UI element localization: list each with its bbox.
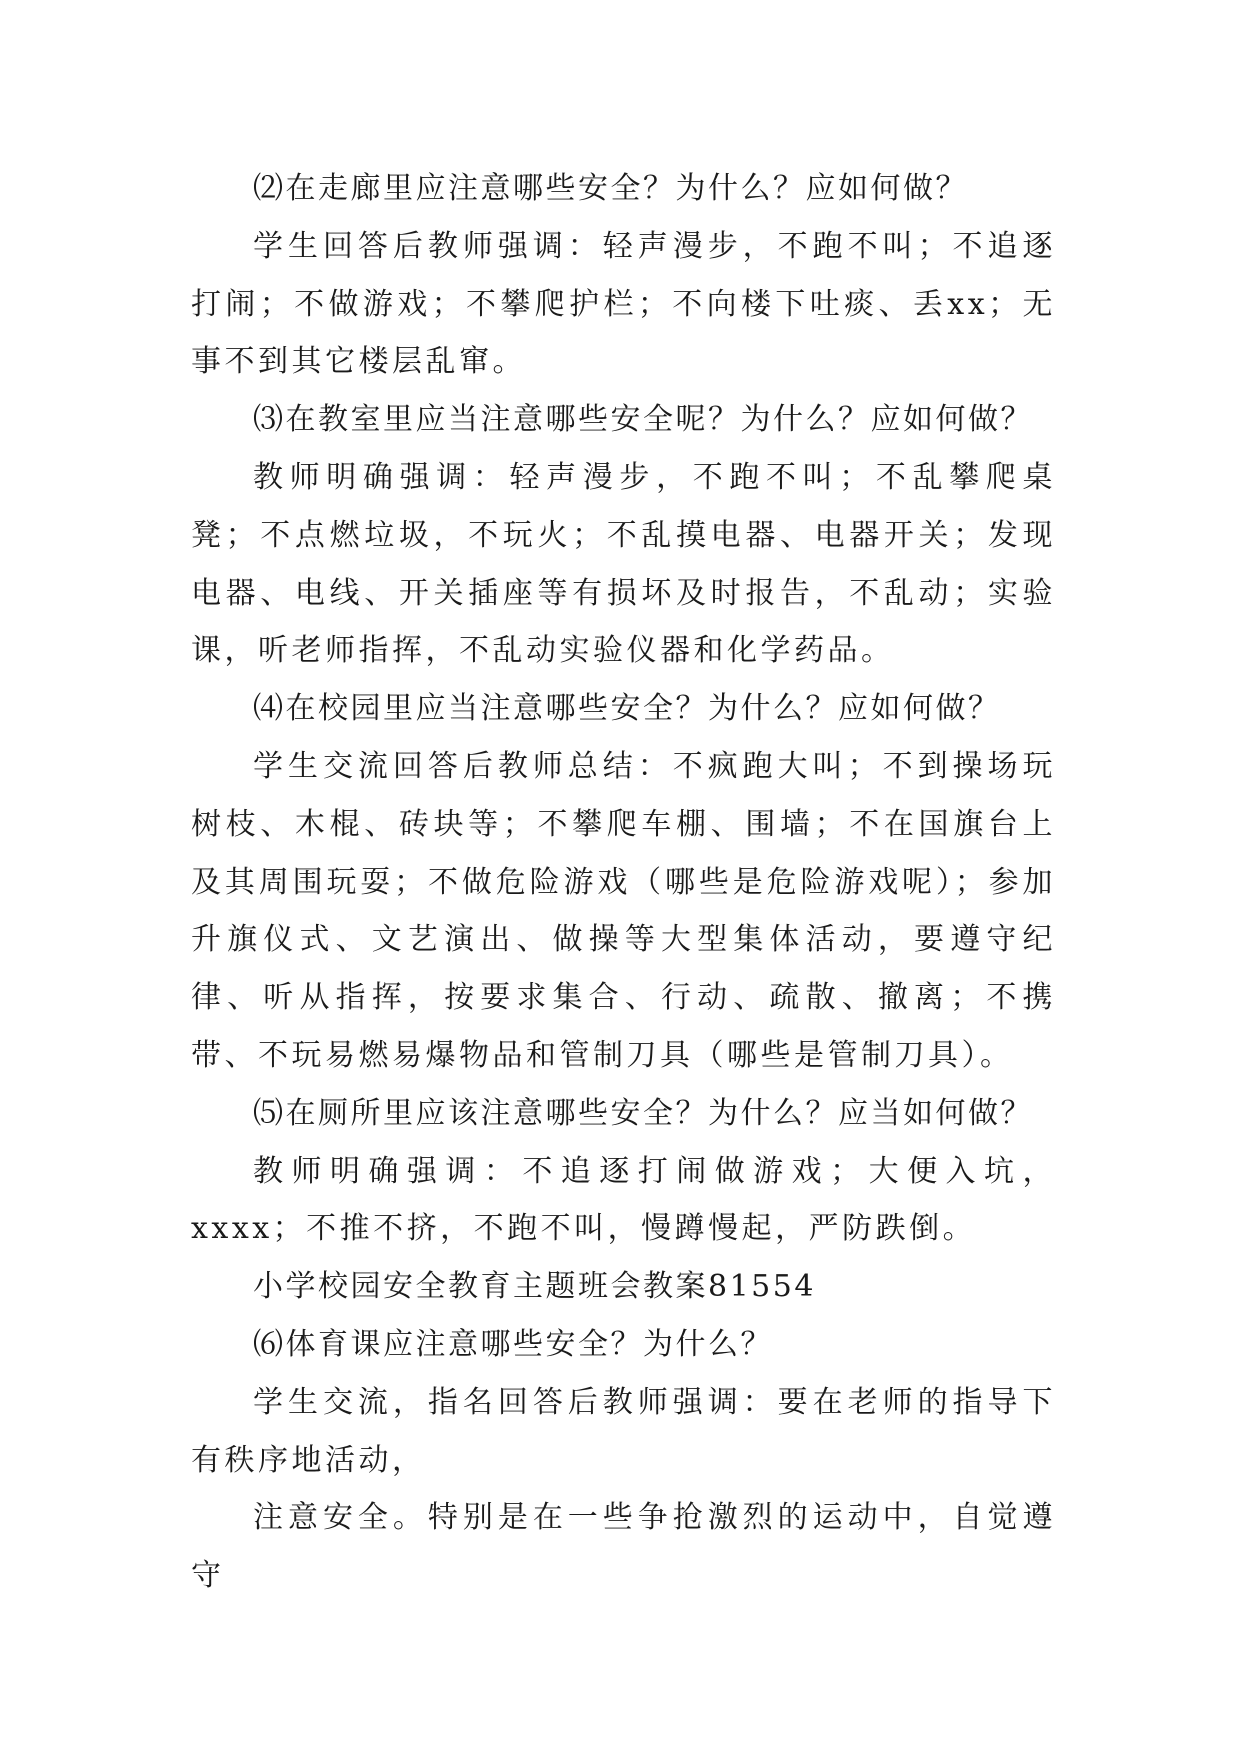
question-campus: ⑷在校园里应当注意哪些安全？为什么？应如何做？ — [253, 691, 1001, 727]
question-corridor: ⑵在走廊里应注意哪些安全？为什么？应如何做？ — [253, 171, 968, 206]
answer-pe-class-continued: 注意安全。特别是在一些争抢激烈的运动中，自觉遵守 — [191, 1500, 1056, 1594]
question-pe-class: ⑹体育课应注意哪些安全？为什么？ — [253, 1326, 773, 1362]
answer-pe-class: 学生交流，指名回答后教师强调：要在老师的指导下有秩序地活动， — [191, 1384, 1056, 1478]
answer-restroom: 教师明确强调：不追逐打闹做游戏；大便入坑，xxxx；不推不挤，不跑不叫，慢蹲慢起，严防跌倒。 — [191, 1153, 1056, 1247]
answer-classroom: 教师明确强调：轻声漫步，不跑不叫；不乱攀爬桌凳；不点燃垃圾，不玩火；不乱摸电器、电器开关；发现电器、电线、开关插座等有损坏及时报告，不乱动；实验课，听老师指挥，不乱动实验仪器和化学药品。 — [191, 459, 1056, 669]
document-body — [191, 160, 1056, 1605]
answer-campus: 学生交流回答后教师总结：不疯跑大叫；不到操场玩树枝、木棍、砖块等；不攀爬车棚、围墙；不在国旗台上及其周围玩耍；不做危险游戏（哪些是危险游戏呢）；参加升旗仪式、文艺演出、做操等大型集体活动，要遵守纪律、听从指挥，按要求集合、行动、疏散、撤离；不携带、不玩易燃易爆物品和管制刀具（哪些是管制刀具）。 — [191, 748, 1056, 1073]
question-restroom: ⑸在厕所里应该注意哪些安全？为什么？应当如何做？ — [253, 1095, 1033, 1131]
document-title-line: 小学校园安全教育主题班会教案81554 — [253, 1269, 816, 1305]
answer-corridor: 学生回答后教师强调：轻声漫步，不跑不叫；不追逐打闹；不做游戏；不攀爬护栏；不向楼下吐痰、丢xx；无事不到其它楼层乱窜。 — [191, 228, 1056, 380]
question-classroom: ⑶在教室里应当注意哪些安全呢？为什么？应如何做？ — [253, 402, 1033, 438]
